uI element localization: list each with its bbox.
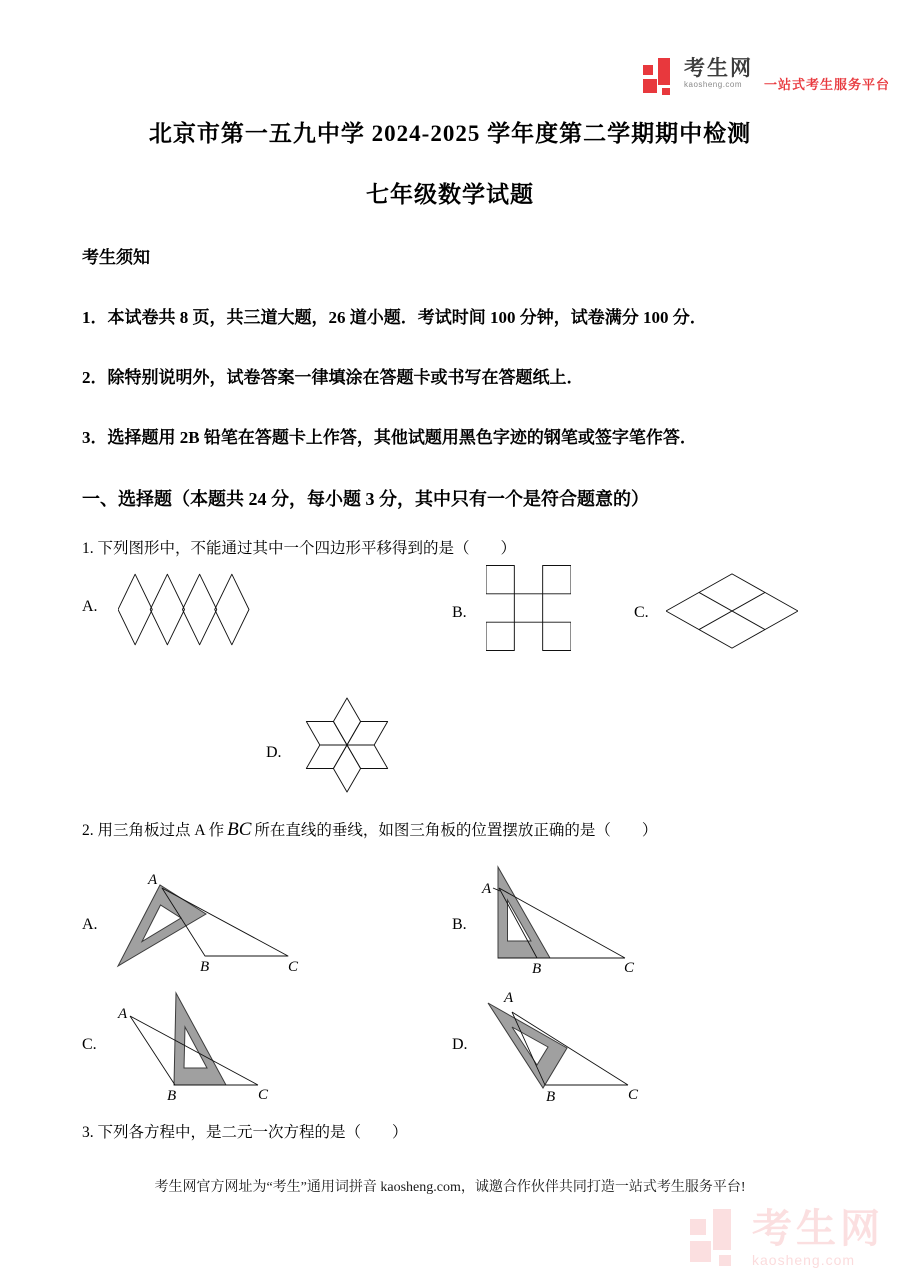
kaosheng-watermark-icon (690, 1209, 742, 1267)
q2b-vertex-label-b: B (532, 961, 542, 977)
kaosheng-watermark (690, 1209, 884, 1267)
q1-figure-c-rhombus-grid (666, 573, 798, 649)
q2d-vertex-label-c: C (628, 1087, 639, 1103)
q2d-vertex-label-a: A (504, 990, 514, 1006)
q2-math-bc: BC (227, 819, 252, 840)
q1-option-a-label: A. (82, 598, 98, 615)
logo-brand-text: 考生网 (684, 57, 753, 80)
watermark-domain-text: kaosheng.com (752, 1252, 856, 1268)
q2-figure-c-setsquare (60, 988, 310, 1108)
q2c-vertex-label-c: C (258, 1087, 269, 1103)
kaosheng-logo-icon (643, 58, 677, 96)
notice-heading: 考生须知 (82, 248, 150, 267)
kaosheng-logo (643, 58, 890, 96)
q2b-vertex-label-c: C (624, 960, 635, 976)
question-3-text: 3. 下列各方程中，是二元一次方程的是（ ） (82, 1124, 408, 1141)
q1-figure-d-rhombus-star (303, 697, 391, 793)
q2c-vertex-label-b: B (167, 1088, 177, 1104)
q2-figure-a-setsquare (60, 868, 310, 978)
page-title: 北京市第一五九中学 2024-2025 学年度第二学期期中检测 (148, 121, 752, 146)
q1-figure-b-squares (486, 561, 571, 655)
q2a-vertex-label-a: A (148, 872, 158, 888)
q2a-vertex-label-c: C (288, 959, 299, 975)
q1-option-d-label: D. (266, 744, 282, 761)
q2-option-d-label: D. (452, 1036, 468, 1053)
q1-option-c-label: C. (634, 604, 649, 621)
q2-text-prefix: 2. 用三角板过点 A 作 (82, 822, 225, 839)
q2-option-c-label: C. (82, 1036, 97, 1053)
q2-text-suffix: 所在直线的垂线，如图三角板的位置摆放正确的是（ ） (254, 822, 658, 839)
page-subtitle: 七年级数学试题 (366, 182, 534, 207)
question-1-text: 1. 下列图形中，不能通过其中一个四边形平移得到的是（ ） (82, 540, 517, 557)
q2-option-a-label: A. (82, 916, 98, 933)
section-choice-heading: 一、选择题（本题共 24 分，每小题 3 分，其中只有一个是符合题意的） (82, 489, 649, 509)
q1-option-b-label: B. (452, 604, 467, 621)
logo-domain-text: kaosheng.com (684, 80, 743, 89)
q2a-vertex-label-b: B (200, 959, 210, 975)
q2-figure-b-setsquare (440, 860, 690, 980)
notice-item-2: 2．除特别说明外，试卷答案一律填涂在答题卡或书写在答题纸上． (82, 368, 584, 387)
notice-item-3: 3．选择题用 2B 铅笔在答题卡上作答，其他试题用黑色字迹的钢笔或签字笔作答． (82, 428, 697, 447)
q2b-vertex-label-a: A (482, 881, 492, 897)
logo-tagline: 一站式考生服务平台 (764, 77, 891, 92)
q1-figure-a-diamond-chain (118, 572, 253, 647)
q2d-vertex-label-b: B (546, 1089, 556, 1105)
watermark-brand-text: 考生网 (752, 1207, 884, 1251)
q2c-vertex-label-a: A (118, 1006, 128, 1022)
question-2-text (82, 818, 842, 841)
footer-text: 考生网官方网址为“考生”通用词拼音 kaosheng.com，诚邀合作伙伴共同打造一站式考生服务平台! (154, 1180, 746, 1195)
notice-item-1: 1．本试卷共 8 页，共三道大题，26 道小题．考试时间 100 分钟，试卷满分 100 分． (82, 308, 707, 327)
q2-figure-d-setsquare (440, 988, 690, 1108)
q2-option-b-label: B. (452, 916, 467, 933)
